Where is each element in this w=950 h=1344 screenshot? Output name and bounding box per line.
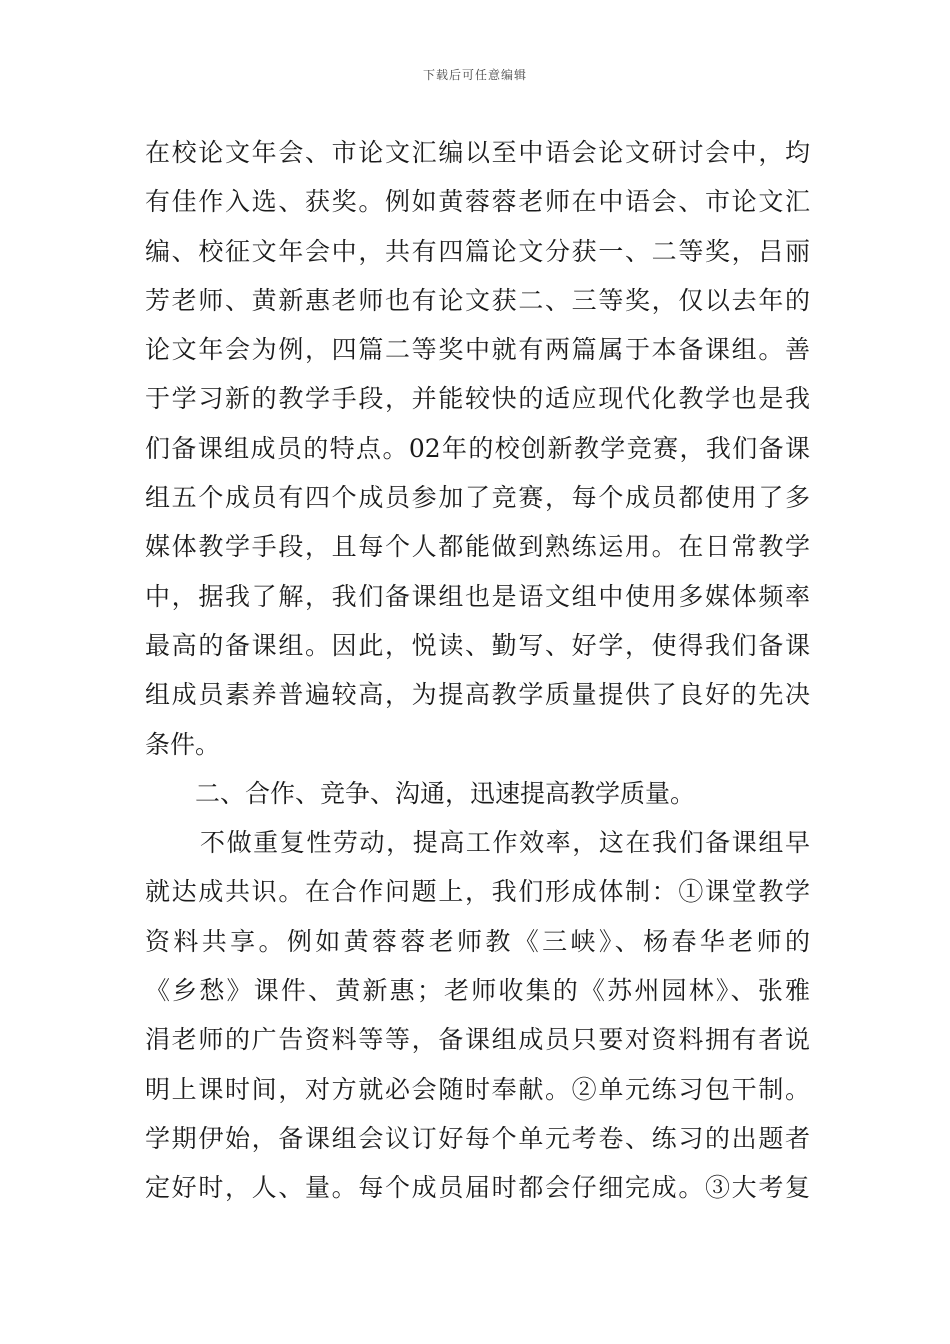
text-line: 就达成共识。在合作问题上，我们形成体制：①课堂教学	[145, 877, 810, 907]
text-line: 不做重复性劳动，提高工作效率，这在我们备课组早	[200, 828, 810, 858]
text-line: 芳老师、黄新惠老师也有论文获二、三等奖，仅以去年的	[145, 285, 810, 315]
text-line: 们备课组成员的特点。02年的校创新教学竞赛，我们备课	[145, 433, 810, 463]
text-line: 于学习新的教学手段，并能较快的适应现代化教学也是我	[145, 384, 810, 414]
text-line: 中，据我了解，我们备课组也是语文组中使用多媒体频率	[145, 581, 810, 611]
text-line: 论文年会为例，四篇二等奖中就有两篇属于本备课组。善	[145, 335, 810, 365]
text-line: 在校论文年会、市论文汇编以至中语会论文研讨会中，均	[145, 138, 810, 167]
text-line: 组五个成员有四个成员参加了竞赛，每个成员都使用了多	[145, 483, 810, 513]
page-header: 下载后可任意编辑	[422, 68, 527, 82]
text-line: 明上课时间，对方就必会随时奉献。②单元练习包干制。	[145, 1074, 810, 1104]
section-heading: 二、合作、竞争、沟通，迅速提高教学质量。	[195, 778, 696, 808]
text-line: 资料共享。例如黄蓉蓉老师教《三峡》、杨春华老师的	[145, 926, 810, 956]
text-line: 媒体教学手段，且每个人都能做到熟练运用。在日常教学	[145, 532, 810, 562]
text-line: 有佳作入选、获奖。例如黄蓉蓉老师在中语会、市论文汇	[145, 187, 810, 217]
document-body	[145, 128, 810, 1213]
text-line: 组成员素养普遍较高，为提高教学质量提供了良好的先决	[145, 680, 810, 710]
text-line: 定好时，人、量。每个成员届时都会仔细完成。③大考复	[145, 1173, 810, 1203]
text-line: 最高的备课组。因此，悦读、勤写、好学，使得我们备课	[145, 630, 810, 660]
text-line: 编、校征文年会中，共有四篇论文分获一、二等奖，吕丽	[145, 236, 810, 266]
text-line: 条件。	[145, 729, 221, 759]
text-line: 《乡愁》课件、黄新惠；老师收集的《苏州园林》、张雅	[145, 976, 810, 1006]
text-line: 学期伊始，备课组会议订好每个单元考卷、练习的出题者	[145, 1123, 810, 1153]
text-line: 涓老师的广告资料等等，备课组成员只要对资料拥有者说	[145, 1025, 810, 1055]
